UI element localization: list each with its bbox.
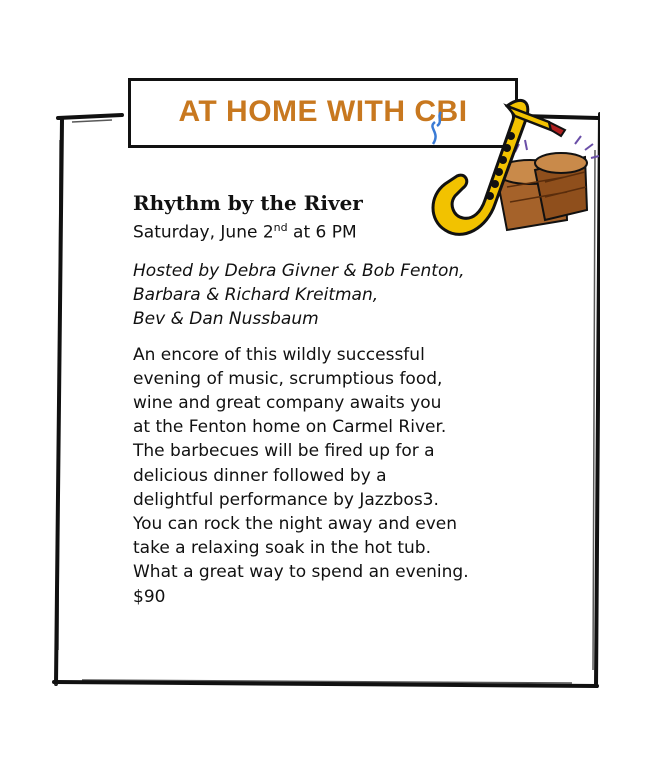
- page-title: AT HOME WITH CBI: [178, 95, 468, 128]
- event-date-day: Saturday, June 2: [133, 222, 274, 243]
- event-description: An encore of this wildly successful evening of music, scrumptious food, wine and great company awaits you at the Fenton home on Carmel River. The barbecues will be fired up for a delicious dinner followed by a delightful performance by Jazzbos3. You can rock the night away and even take a relaxing soak in the hot tub. What a great way to spend an evening. $90: [133, 344, 469, 607]
- event-details: [133, 190, 573, 609]
- event-date: [133, 216, 573, 245]
- event-date-ordinal: nd: [273, 221, 288, 234]
- event-date-time: at 6 PM: [287, 222, 357, 243]
- event-hosts: Hosted by Debra Givner & Bob Fenton, Barbara & Richard Kreitman, Bev & Dan Nussbaum: [133, 260, 465, 329]
- event-title: Rhythm by the River: [133, 191, 363, 215]
